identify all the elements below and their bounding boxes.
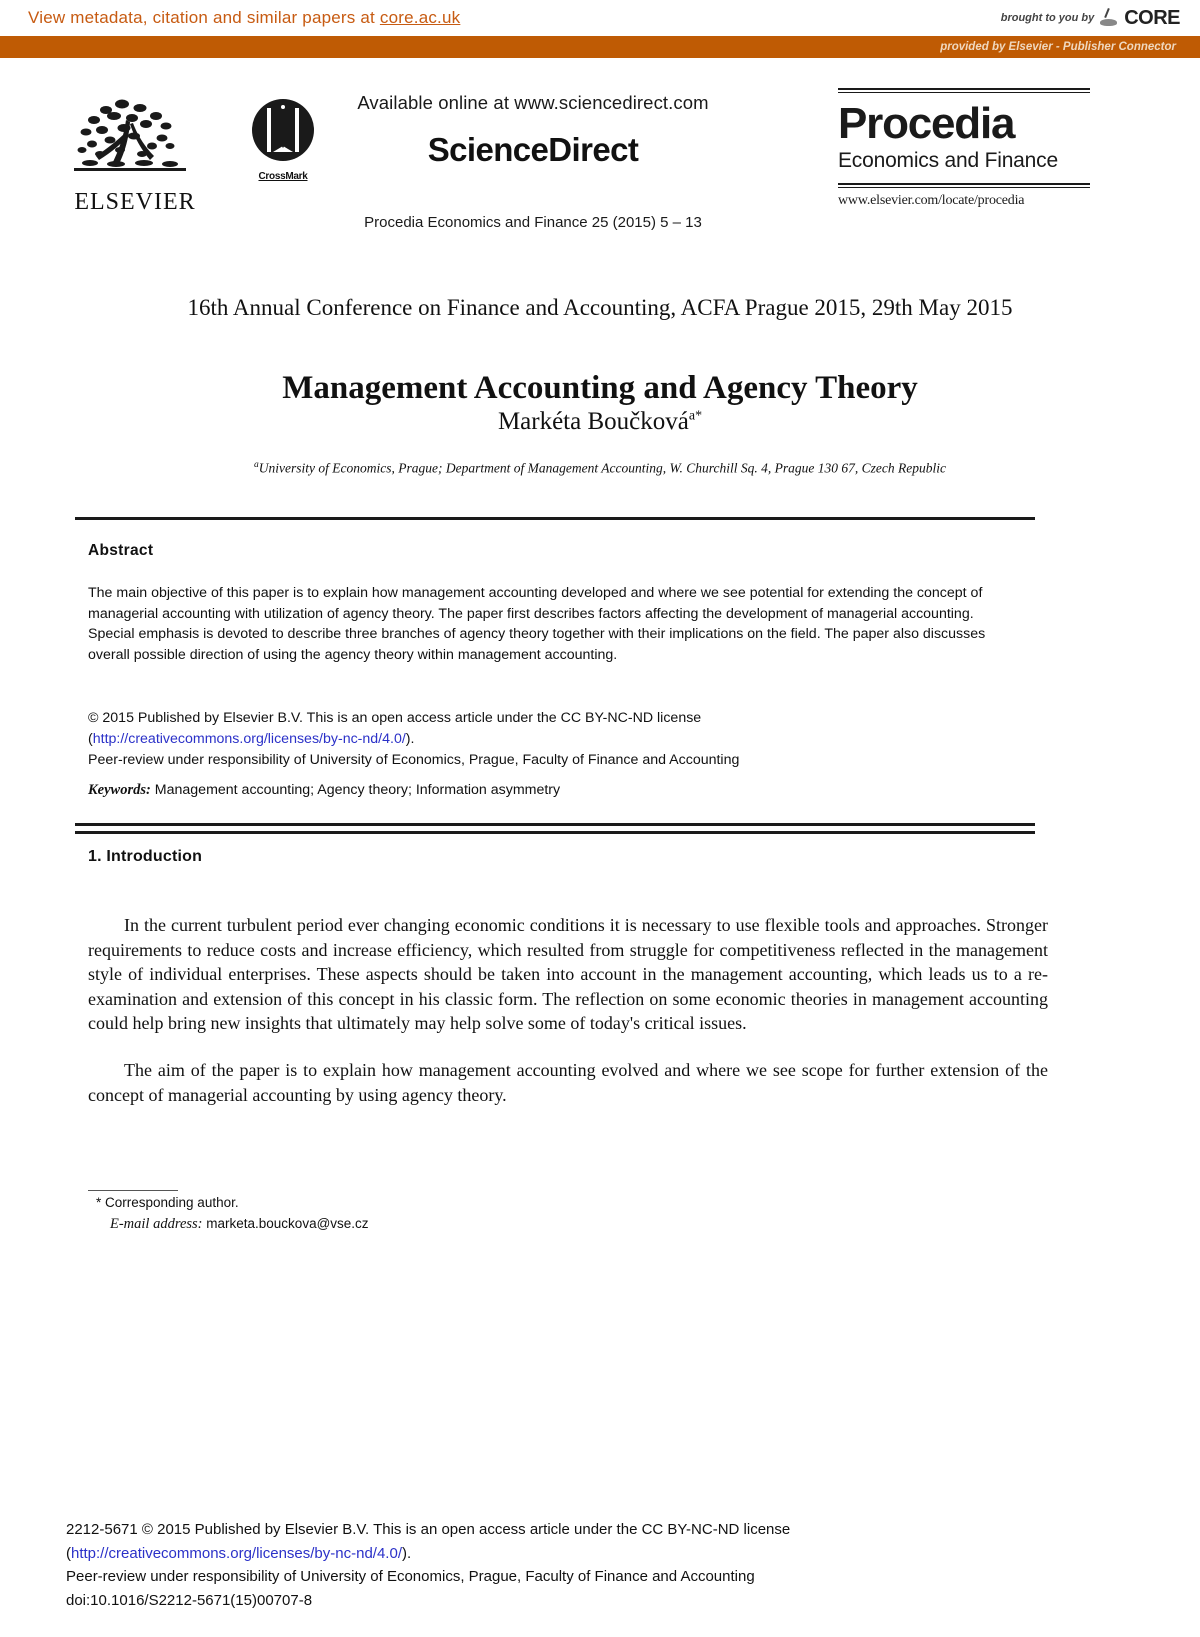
footer-peer-review-line: Peer-review under responsibility of University of Economics, Prague, Faculty of Finance and Accounting	[66, 1568, 755, 1585]
license-close-paren: ).	[405, 731, 415, 747]
footer-license-close-paren: ).	[401, 1544, 412, 1562]
available-online-text: Available online at www.sciencedirect.com	[357, 92, 709, 113]
keywords-value: Management accounting; Agency theory; Information asymmetry	[154, 782, 561, 798]
email-label: E-mail address:	[110, 1216, 203, 1232]
crossmark-icon	[249, 96, 317, 164]
author-name	[70, 408, 1130, 436]
footer-license-open-paren: (	[66, 1544, 71, 1562]
provided-by-label: provided by Elsevier - Publisher Connector	[940, 41, 1176, 53]
intro-paragraph-1: In the current turbulent period ever changing economic conditions it is necessary to use flexible tools and approaches. Stronger requirements to reduce costs and increase efficiency, which resulted from struggle for competitiveness reflected in the management style of individual enterprises. These aspects should be taken into account in the management accounting, which leads us to a re-examination and extension of this concept in his classic form. The reflection on some economic theories in management accounting could help bring new insights that ultimately may help solve some of today's critical issues.	[88, 915, 1048, 1033]
core-metadata-text: View metadata, citation and similar papers at	[28, 8, 380, 27]
procedia-logo	[838, 88, 1090, 209]
license-open-paren: (	[88, 731, 93, 747]
abstract-license-block	[88, 708, 1023, 771]
elsevier-logo	[70, 90, 200, 216]
journal-masthead	[70, 82, 1090, 250]
procedia-url[interactable]: www.elsevier.com/locate/procedia	[838, 193, 1025, 209]
author-affiliation	[70, 460, 1130, 477]
license-url-line	[88, 729, 1023, 750]
page-footer	[66, 1518, 1046, 1612]
procedia-rule-bottom	[838, 183, 1090, 188]
footer-license-url-link[interactable]: http://creativecommons.org/licenses/by-nc-nd/4.0/	[71, 1544, 402, 1562]
footnote-block	[96, 1192, 796, 1235]
footer-doi-line: doi:10.1016/S2212-5671(15)00707-8	[66, 1591, 313, 1609]
crossmark-logo[interactable]	[238, 96, 328, 182]
peer-review-line: Peer-review under responsibility of University of Economics, Prague, Faculty of Finance and Accounting	[88, 752, 740, 768]
affiliation-text: University of Economics, Prague; Department of Management Accounting, W. Churchill Sq. 4, Prague 130 67, Czech Republic	[258, 460, 946, 476]
section-heading-introduction: 1. Introduction	[88, 848, 203, 865]
affiliation-marker: a	[254, 460, 259, 470]
journal-citation: Procedia Economics and Finance 25 (2015) 5 – 13	[364, 214, 702, 231]
abstract-body: The main objective of this paper is to explain how management accounting developed and where we see potential for extending the concept of managerial accounting with utilization of agency theory. The paper first describes factors affecting the development of managerial accounting. Special emphasis is devoted to describe three branches of agency theory together with their implications on the field. The paper also discusses overall possible direction of using the agency theory within management accounting.	[88, 585, 986, 663]
abstract-heading: Abstract	[88, 542, 154, 559]
keywords	[88, 782, 1023, 799]
author-affiliation-marker: a	[688, 408, 696, 424]
abstract-bottom-rule	[75, 823, 1035, 826]
copyright-line: © 2015 Published by Elsevier B.V. This is an open access article under the CC BY-NC-ND license	[88, 710, 702, 726]
intro-top-rule	[75, 831, 1035, 834]
core-wordmark: CORE	[1124, 6, 1180, 29]
elsevier-tree-icon	[70, 90, 190, 186]
email-note	[96, 1213, 796, 1235]
core-domain-link[interactable]: core.ac.uk	[379, 8, 461, 27]
footer-license-line	[66, 1542, 1046, 1566]
crossmark-label: CrossMark	[258, 171, 308, 182]
core-logo-icon	[1099, 8, 1119, 28]
core-metadata-link[interactable]	[28, 8, 460, 28]
corresponding-author-marker: *	[695, 408, 703, 424]
author-label: Markéta Boučková	[497, 408, 689, 435]
core-banner	[0, 0, 1200, 36]
core-attribution	[1001, 7, 1180, 30]
intro-paragraph-2: The aim of the paper is to explain how management accounting evolved and where we see scope for further extension of the concept of managerial accounting by using agency theory.	[88, 1060, 1048, 1105]
sciencedirect-block	[318, 92, 748, 231]
publisher-connector-bar	[0, 36, 1200, 58]
brought-to-you-by-label: brought to you by	[1000, 12, 1095, 24]
sciencedirect-wordmark[interactable]: ScienceDirect	[427, 131, 639, 168]
procedia-subtitle: Economics and Finance	[838, 149, 1058, 173]
procedia-rule-top	[838, 88, 1090, 93]
footer-issn-copyright: 2212-5671 © 2015 Published by Elsevier B.V. This is an open access article under the CC BY-NC-ND license	[66, 1521, 791, 1538]
procedia-title: Procedia	[838, 99, 1015, 148]
corresponding-author-note: * Corresponding author.	[96, 1195, 239, 1210]
page-title: Management Accounting and Agency Theory	[282, 370, 918, 407]
license-url-link[interactable]: http://creativecommons.org/licenses/by-nc-nd/4.0/	[92, 731, 406, 747]
elsevier-wordmark: ELSEVIER	[74, 189, 196, 215]
conference-line: 16th Annual Conference on Finance and Accounting, ACFA Prague 2015, 29th May 2015	[187, 295, 1013, 320]
keywords-label: Keywords:	[88, 782, 151, 798]
footnote-separator	[88, 1190, 178, 1191]
abstract-top-rule	[75, 517, 1035, 520]
email-value[interactable]: marketa.bouckova@vse.cz	[206, 1216, 369, 1231]
